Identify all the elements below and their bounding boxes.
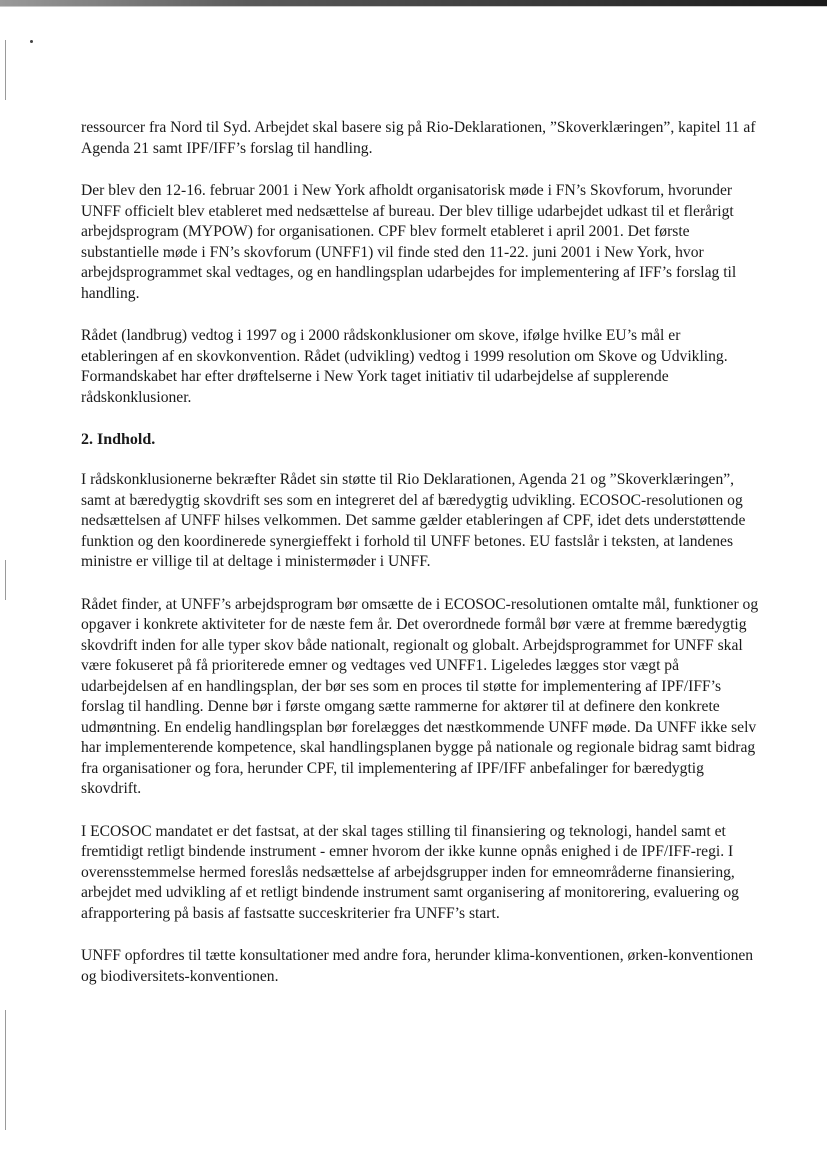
scan-top-border-thin (0, 6, 827, 7)
paragraph: I ECOSOC mandatet er det fastsat, at der skal tages stilling til finansiering og teknologi, handel samt et fremtidigt retligt bindende instrument - emner hvorom der ikke kunne opnås enighed i de IPF/IFF-regi. I overensstemmelse hermed foreslås nedsættelse af arbejdsgrupper inden for emneområderne finansiering, arbejdet med udvikling af et retligt bindende instrument samt organisering af monitorering, evaluering og afrapportering på basis af fastsatte succeskriterier fra UNFF’s start. (81, 822, 739, 922)
paragraph: Rådet (landbrug) vedtog i 1997 og i 2000 rådskonklusioner om skove, ifølge hvilke EU’s mål er etableringen af en skovkonvention. Rådet (udvikling) vedtog i 1999 resolution om Skove og Udvikling. Formandskabet har efter drøftelserne i New York taget initiativ til udarbejdelse af supplerende rådskonklusioner. (81, 327, 728, 406)
paragraph: UNFF opfordres til tætte konsultationer med andre fora, herunder klima-konventionen, ørken-konventionen og biodiversitets-konventionen. (81, 947, 754, 985)
scan-dust-mark (30, 40, 33, 43)
scan-left-edge-mark (5, 560, 6, 600)
section-heading: 2. Indhold. (81, 431, 156, 448)
scan-left-edge-mark (5, 40, 6, 100)
paragraph: Der blev den 12-16. februar 2001 i New York afholdt organisatorisk møde i FN’s Skovforum, hvorunder UNFF officielt blev etableret med nedsættelse af bureau. Der blev tillige udarbejdet udkast til et flerårigt arbejdsprogram (MYPOW) for organisationen. CPF blev formelt etableret i april 2001. Det første substantielle møde i FN’s skovforum (UNFF1) vil finde sted den 11-22. juni 2001 i New York, hvor arbejdsprogrammet skal vedtages, og en handlingsplan udarbejdes for implementering af IFF’s forslag til handling. (81, 182, 737, 302)
scan-left-edge-mark (5, 1010, 6, 1130)
paragraph: Rådet finder, at UNFF’s arbejdsprogram bør omsætte de i ECOSOC-resolutionen omtalte mål, funktioner og opgaver i konkrete aktiviteter for de næste fem år. Det overordnede formål bør være at fremme bæredygtig skovdrift inden for alle typer skov både nationalt, regionalt og globalt. Arbejdsprogrammet for UNFF skal være fokuseret på få prioriterede emner og vedtages ved UNFF1. Ligeledes lægges stor vægt på udarbejdelsen af en handlingsplan, der bør ses som en proces til støtte for implementering af IPF/IFF’s forslag til handling. Denne bør i første omgang sætte rammerne for aktører til at definere den konkrete udmøntning. En endelig handlingsplan bør forelægges det næstkommende UNFF møde. Da UNFF ikke selv har implementerende kompetence, skal handlingsplanen bygge på nationale og regionale bidrag samt bidrag fra organisationer og fora, herunder CPF, til implementering af IPF/IFF anbefalinger for bæredygtig skovdrift. (81, 595, 759, 797)
document-body (81, 118, 761, 1009)
paragraph: I rådskonklusionerne bekræfter Rådet sin støtte til Rio Deklarationen, Agenda 21 og ”Skoverklæringen”, samt at bæredygtig skovdrift ses som en integreret del af bæredygtig udvikling. ECOSOC-resolutionen og nedsættelsen af UNFF hilses velkommen. Det samme gælder etableringen af CPF, idet dets understøttende funktion og den koordinerede synergieffekt i forhold til UNFF betones. EU fastslår i teksten, at landenes ministre er villige til at deltage i ministermøder i UNFF. (81, 471, 746, 570)
paragraph: ressourcer fra Nord til Syd. Arbejdet skal basere sig på Rio-Deklarationen, ”Skoverklæringen”, kapitel 11 af Agenda 21 samt IPF/IFF’s forslag til handling. (81, 119, 756, 157)
